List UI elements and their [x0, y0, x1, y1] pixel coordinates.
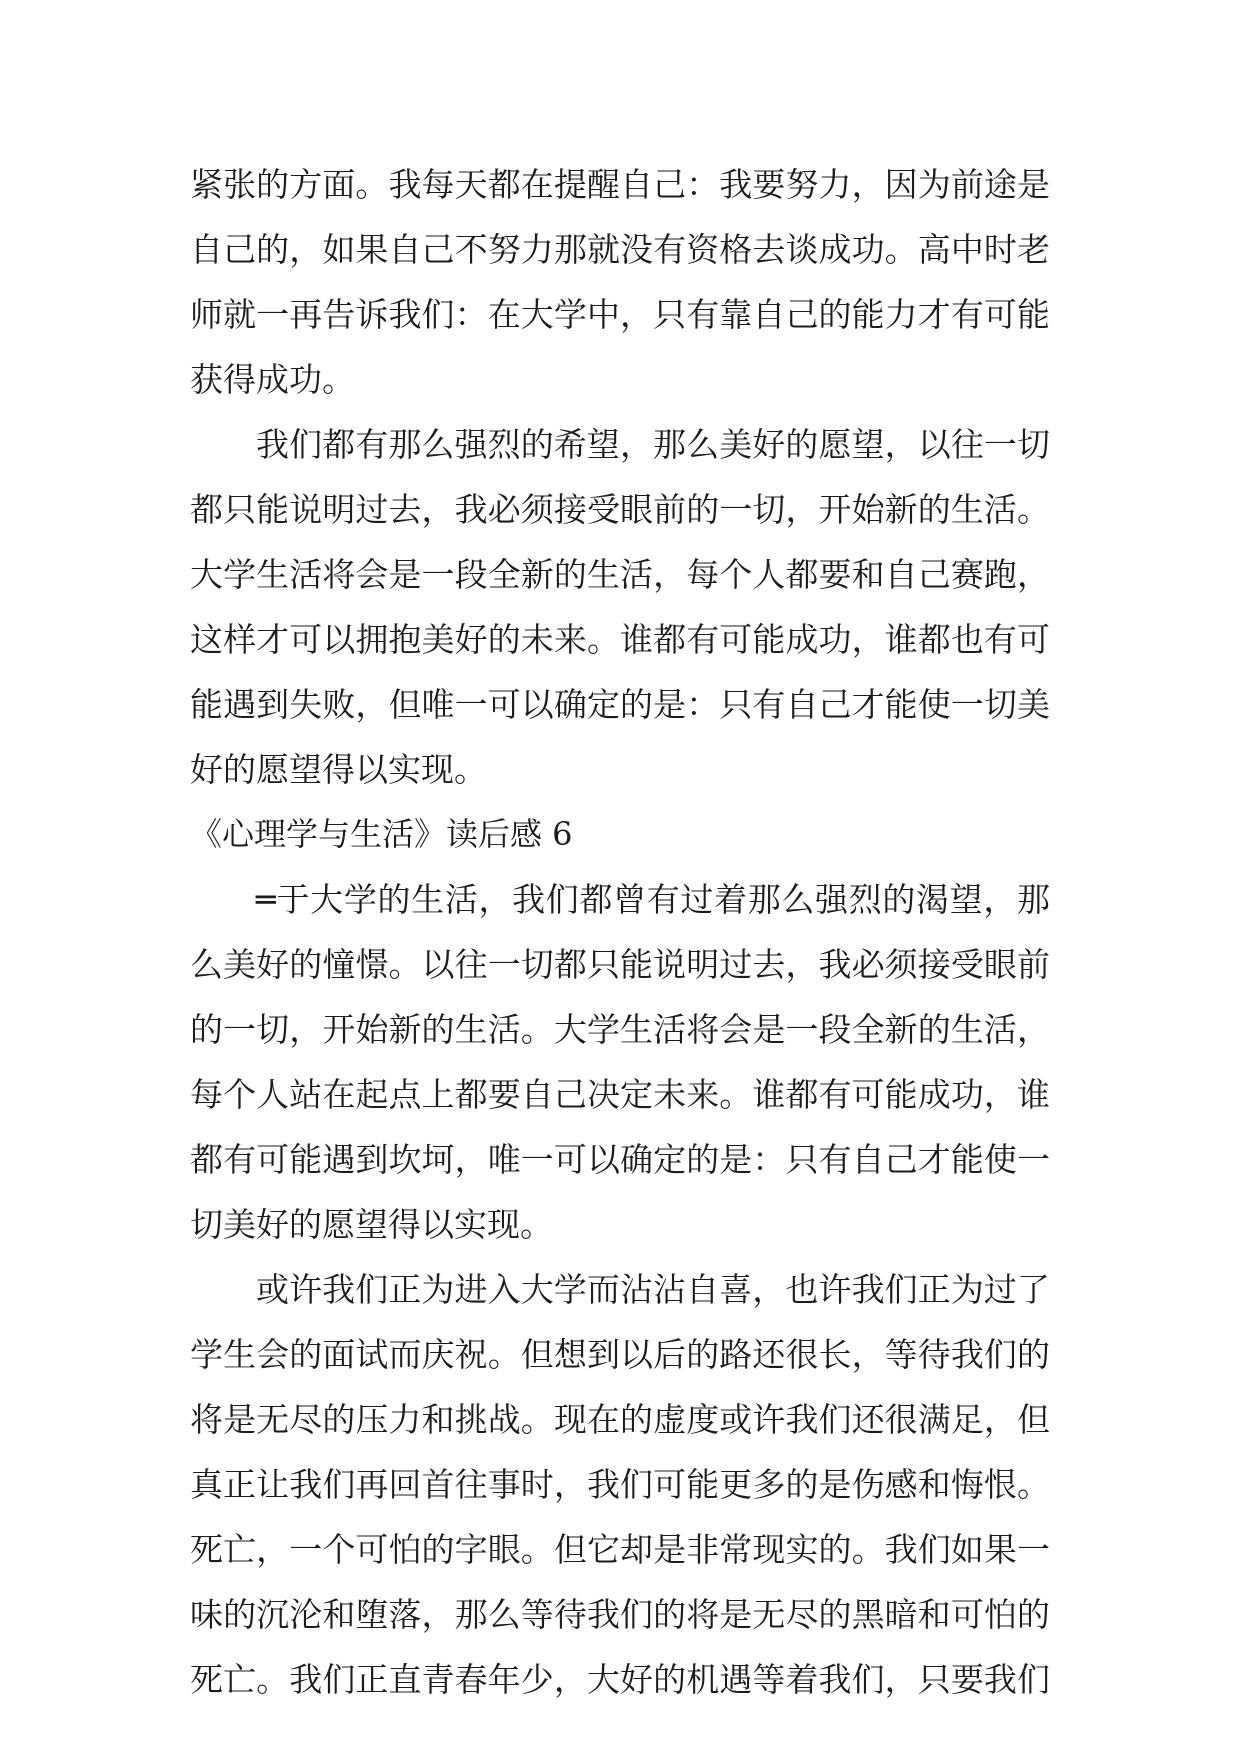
text-line: 能遇到失败，但唯一可以确定的是：只有自己才能使一切美: [190, 685, 1050, 724]
text-line: 大学生活将会是一段全新的生活，每个人都要和自己赛跑，: [190, 555, 1050, 594]
text-line: 都有可能遇到坎坷，唯一可以确定的是：只有自己才能使一: [190, 1140, 1050, 1179]
paragraph-4: [190, 1257, 1050, 1712]
paragraph-3: [190, 867, 1050, 1257]
text-column: [190, 152, 1050, 1712]
text-line: 将是无尽的压力和挑战。现在的虚度或许我们还很满足，但: [190, 1400, 1050, 1439]
text-line: 味的沉沦和堕落，那么等待我们的将是无尽的黑暗和可怕的: [190, 1595, 1050, 1634]
text-line: 好的愿望得以实现。: [190, 750, 487, 789]
text-line: 的一切，开始新的生活。大学生活将会是一段全新的生活，: [190, 1010, 1050, 1049]
section-title: 《心理学与生活》读后感 6: [190, 815, 573, 853]
text-line: 切美好的愿望得以实现。: [190, 1205, 553, 1244]
text-line: 我们都有那么强烈的希望，那么美好的愿望，以往一切: [256, 425, 1050, 464]
text-line: 获得成功。: [190, 360, 355, 399]
text-line: 都只能说明过去，我必须接受眼前的一切，开始新的生活。: [190, 490, 1050, 529]
text-line: 真正让我们再回首往事时，我们可能更多的是伤感和悔恨。: [190, 1465, 1050, 1504]
paragraph-1: [190, 152, 1050, 412]
text-line: 死亡，一个可怕的字眼。但它却是非常现实的。我们如果一: [190, 1530, 1050, 1569]
paragraph-2: [190, 412, 1050, 802]
text-line: 学生会的面试而庆祝。但想到以后的路还很长，等待我们的: [190, 1335, 1050, 1374]
text-line: 师就一再告诉我们：在大学中，只有靠自己的能力才有可能: [190, 295, 1050, 334]
text-line: 么美好的憧憬。以往一切都只能说明过去，我必须接受眼前: [190, 945, 1050, 984]
text-line: 紧张的方面。我每天都在提醒自己：我要努力，因为前途是: [190, 165, 1050, 204]
text-line: 自己的，如果自己不努力那就没有资格去谈成功。高中时老: [190, 230, 1050, 269]
text-line: 死亡。我们正直青春年少，大好的机遇等着我们，只要我们: [190, 1660, 1050, 1699]
text-line: 这样才可以拥抱美好的未来。谁都有可能成功，谁都也有可: [190, 620, 1050, 659]
text-line: ═于大学的生活，我们都曾有过着那么强烈的渴望，那: [256, 880, 1050, 919]
text-line: 每个人站在起点上都要自己决定未来。谁都有可能成功，谁: [190, 1075, 1050, 1114]
text-line: 或许我们正为进入大学而沾沾自喜，也许我们正为过了: [256, 1270, 1050, 1309]
